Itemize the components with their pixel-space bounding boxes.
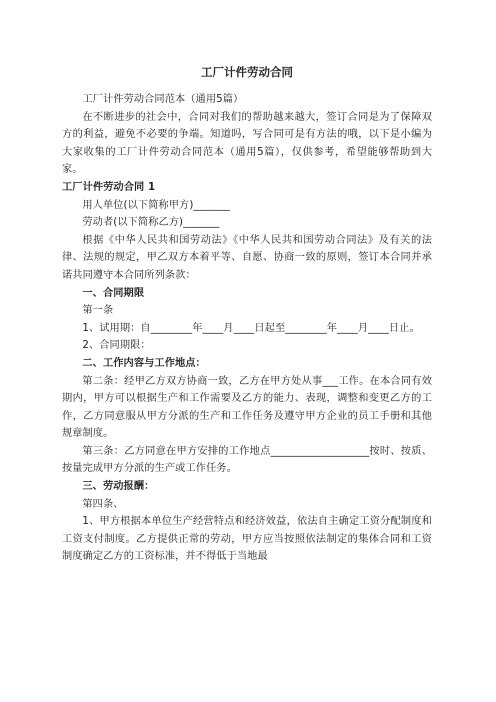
paragraph: 1、试用期：自________年____月____日起至________年____月____日止。 [82, 322, 420, 334]
paragraph: 第二条：经甲乙方双方协商一致，乙方在甲方处从事___工作。在本合同有效期内，甲方可以根据生产和工作需要及乙方的能力、表现，调整和变更乙方的工作，乙方同意服从甲方分派的生产和工作任务及遵守甲方企业的员工手册和其他规章制度。 [62, 375, 432, 440]
section-heading: 工厂计件劳动合同 1 [62, 181, 156, 193]
document-title: 工厂计件劳动合同 [201, 65, 293, 79]
paragraph: 用人单位(以下简称甲方)_______ [82, 199, 230, 211]
paragraph: 第一条 [82, 305, 114, 317]
paragraph: 2、合同期限： [82, 340, 151, 352]
section-heading: 三、劳动报酬： [82, 481, 155, 493]
paragraph: 1、甲方根据本单位生产经营特点和经济效益，依法自主确定工资分配制度和工资支付制度。乙方提供正常的劳动，甲方应当按照依法制定的集体合同和工资制度确定乙方的工资标准，并不得低于当地最 [62, 516, 432, 563]
paragraph: 第四条、 [82, 498, 124, 510]
section-heading: 一、合同期限 [82, 287, 145, 299]
document-body [62, 91, 432, 566]
section-heading: 二、工作内容与工作地点： [82, 357, 206, 369]
paragraph: 第三条：乙方同意在甲方安排的工作地点___________________按时、按质、按量完成甲方分派的生产或工作任务。 [62, 445, 432, 475]
paragraph: 在不断进步的社会中，合同对我们的帮助越来越大，签订合同是为了保障双方的利益，避免不必要的争端。知道吗，写合同可是有方法的哦，以下是小编为大家收集的工厂计件劳动合同范本（通用5篇），仅供参考，希望能够帮助到大家。 [62, 111, 432, 176]
paragraph: 工厂计件劳动合同范本（通用5篇） [82, 94, 244, 105]
paragraph: 劳动者(以下简称乙方)_______ [82, 217, 220, 229]
paragraph: 根据《中华人民共和国劳动法》《中华人民共和国劳动合同法》及有关的法律、法规的规定，甲乙双方本着平等、自愿、协商一致的原则，签订本合同并承诺共同遵守本合同所列条款： [62, 234, 432, 281]
